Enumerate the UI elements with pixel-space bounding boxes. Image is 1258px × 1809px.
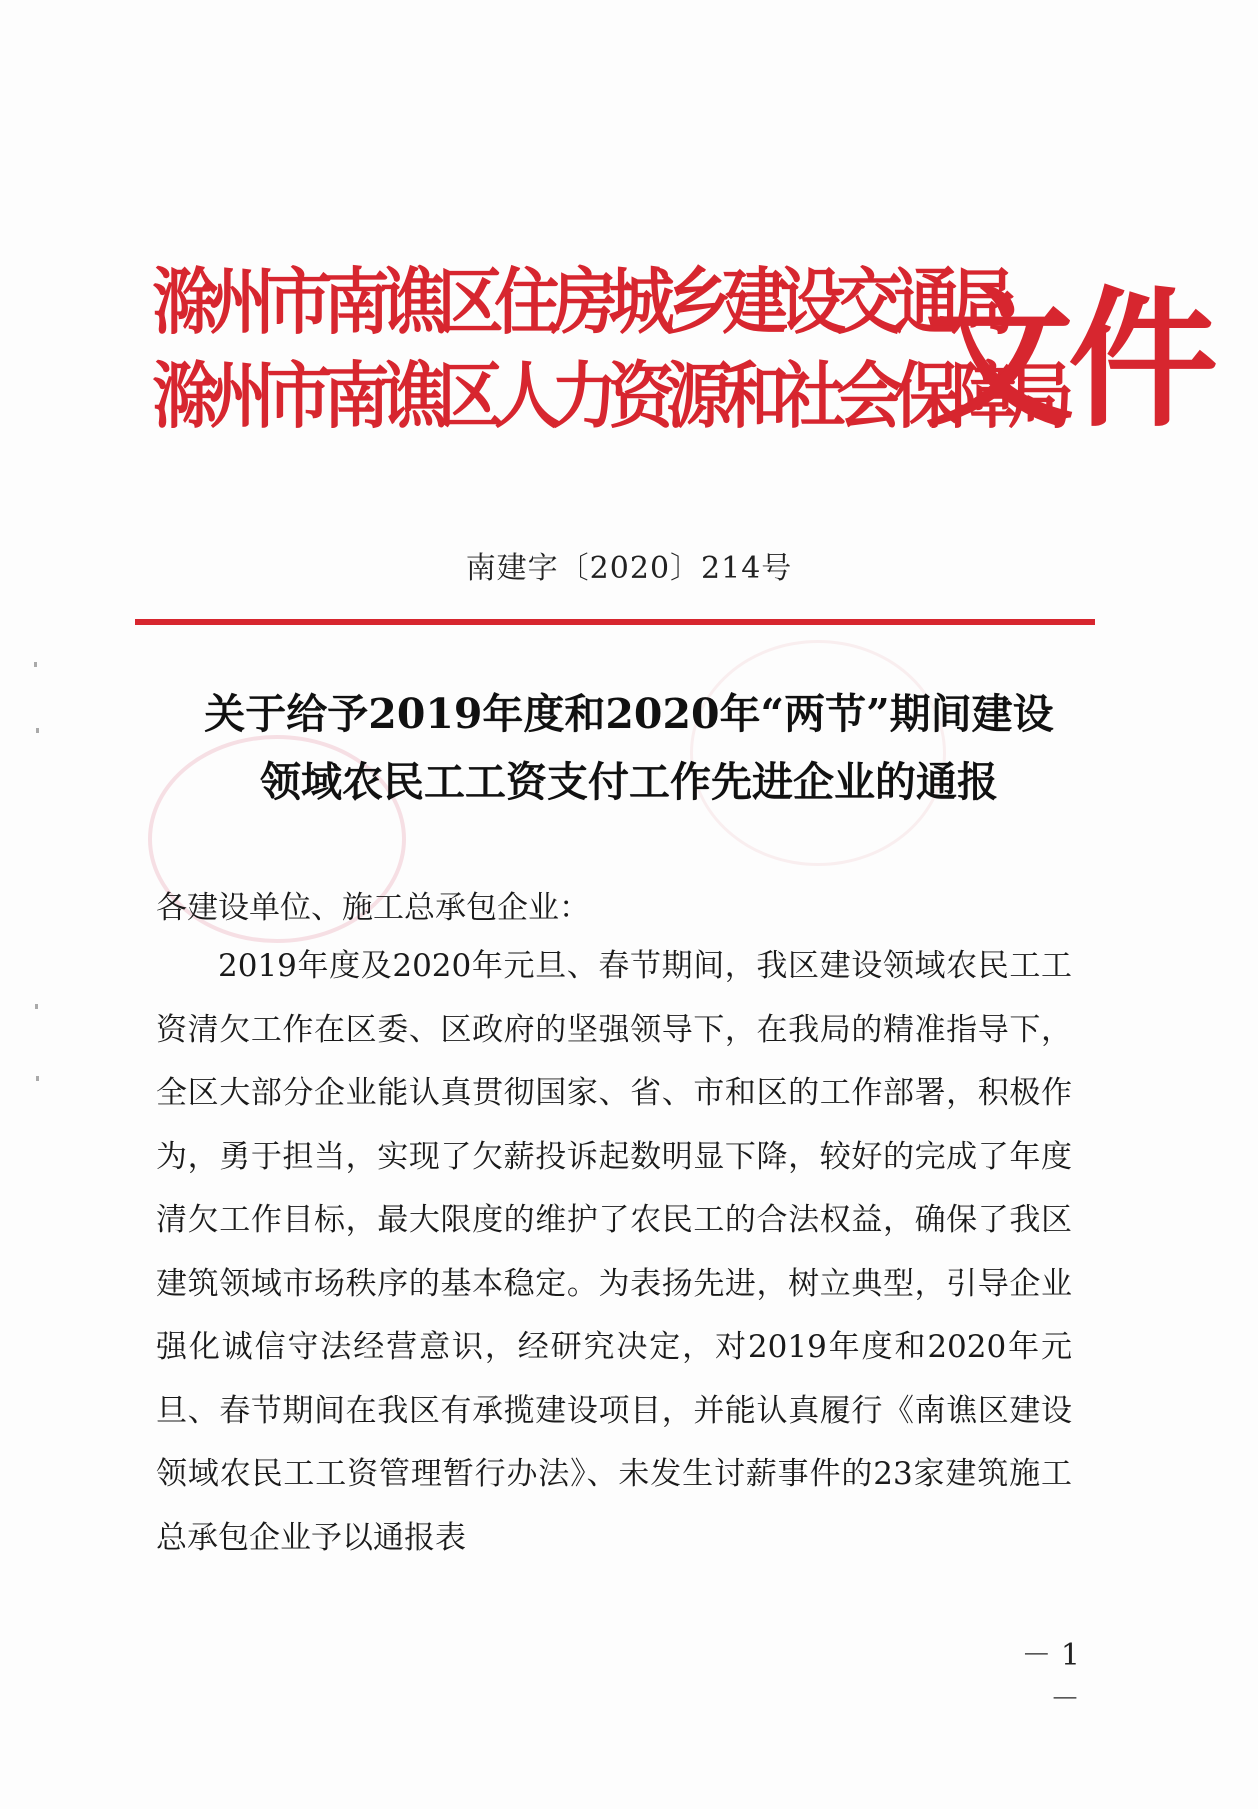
- scan-speck: [34, 662, 37, 667]
- issuer-line-1: 滁州市南谯区住房城乡建设交通局: [152, 259, 1008, 344]
- document-number: 南建字〔2020〕214号: [465, 551, 793, 586]
- red-divider-line: [135, 619, 1095, 625]
- body-paragraph: 2019年度及2020年元旦、春节期间，我区建设领域农民工工资清欠工作在区委、区政府的坚强领导下，在我局的精准指导下，全区大部分企业能认真贯彻国家、省、市和区的工作部署，积极作为，勇于担当，实现了欠薪投诉起数明显下降，较好的完成了年度清欠工作目标，最大限度的维护了农民工的合法权益，确保了我区建筑领域市场秩序的基本稳定。为表扬先进，树立典型，引导企业强化诚信守法经营意识，经研究决定，对2019年度和2020年元旦、春节期间在我区有承揽建设项目，并能认真履行《南谯区建设领域农民工工资管理暂行办法》、未发生讨薪事件的23家建筑施工总承包企业予以通报表: [156, 948, 1072, 1556]
- scan-speck: [36, 1076, 39, 1081]
- page-number: － 1 －: [1021, 1638, 1080, 1717]
- title-line-1: 关于给予2019年度和2020年“两节”期间建设: [204, 690, 1054, 738]
- issuer-line-2: 滁州市南谯区人力资源和社会保障局: [152, 353, 1065, 438]
- salutation: 各建设单位、施工总承包企业：: [156, 890, 590, 926]
- scan-speck: [36, 728, 39, 733]
- issuer-block: [152, 255, 1065, 443]
- doc-type-label: 文件: [924, 272, 1213, 448]
- scan-speck: [35, 1004, 38, 1009]
- title-line-2: 领域农民工工资支付工作先进企业的通报: [260, 758, 998, 806]
- red-header: [152, 255, 1213, 470]
- document-title: [0, 680, 1258, 816]
